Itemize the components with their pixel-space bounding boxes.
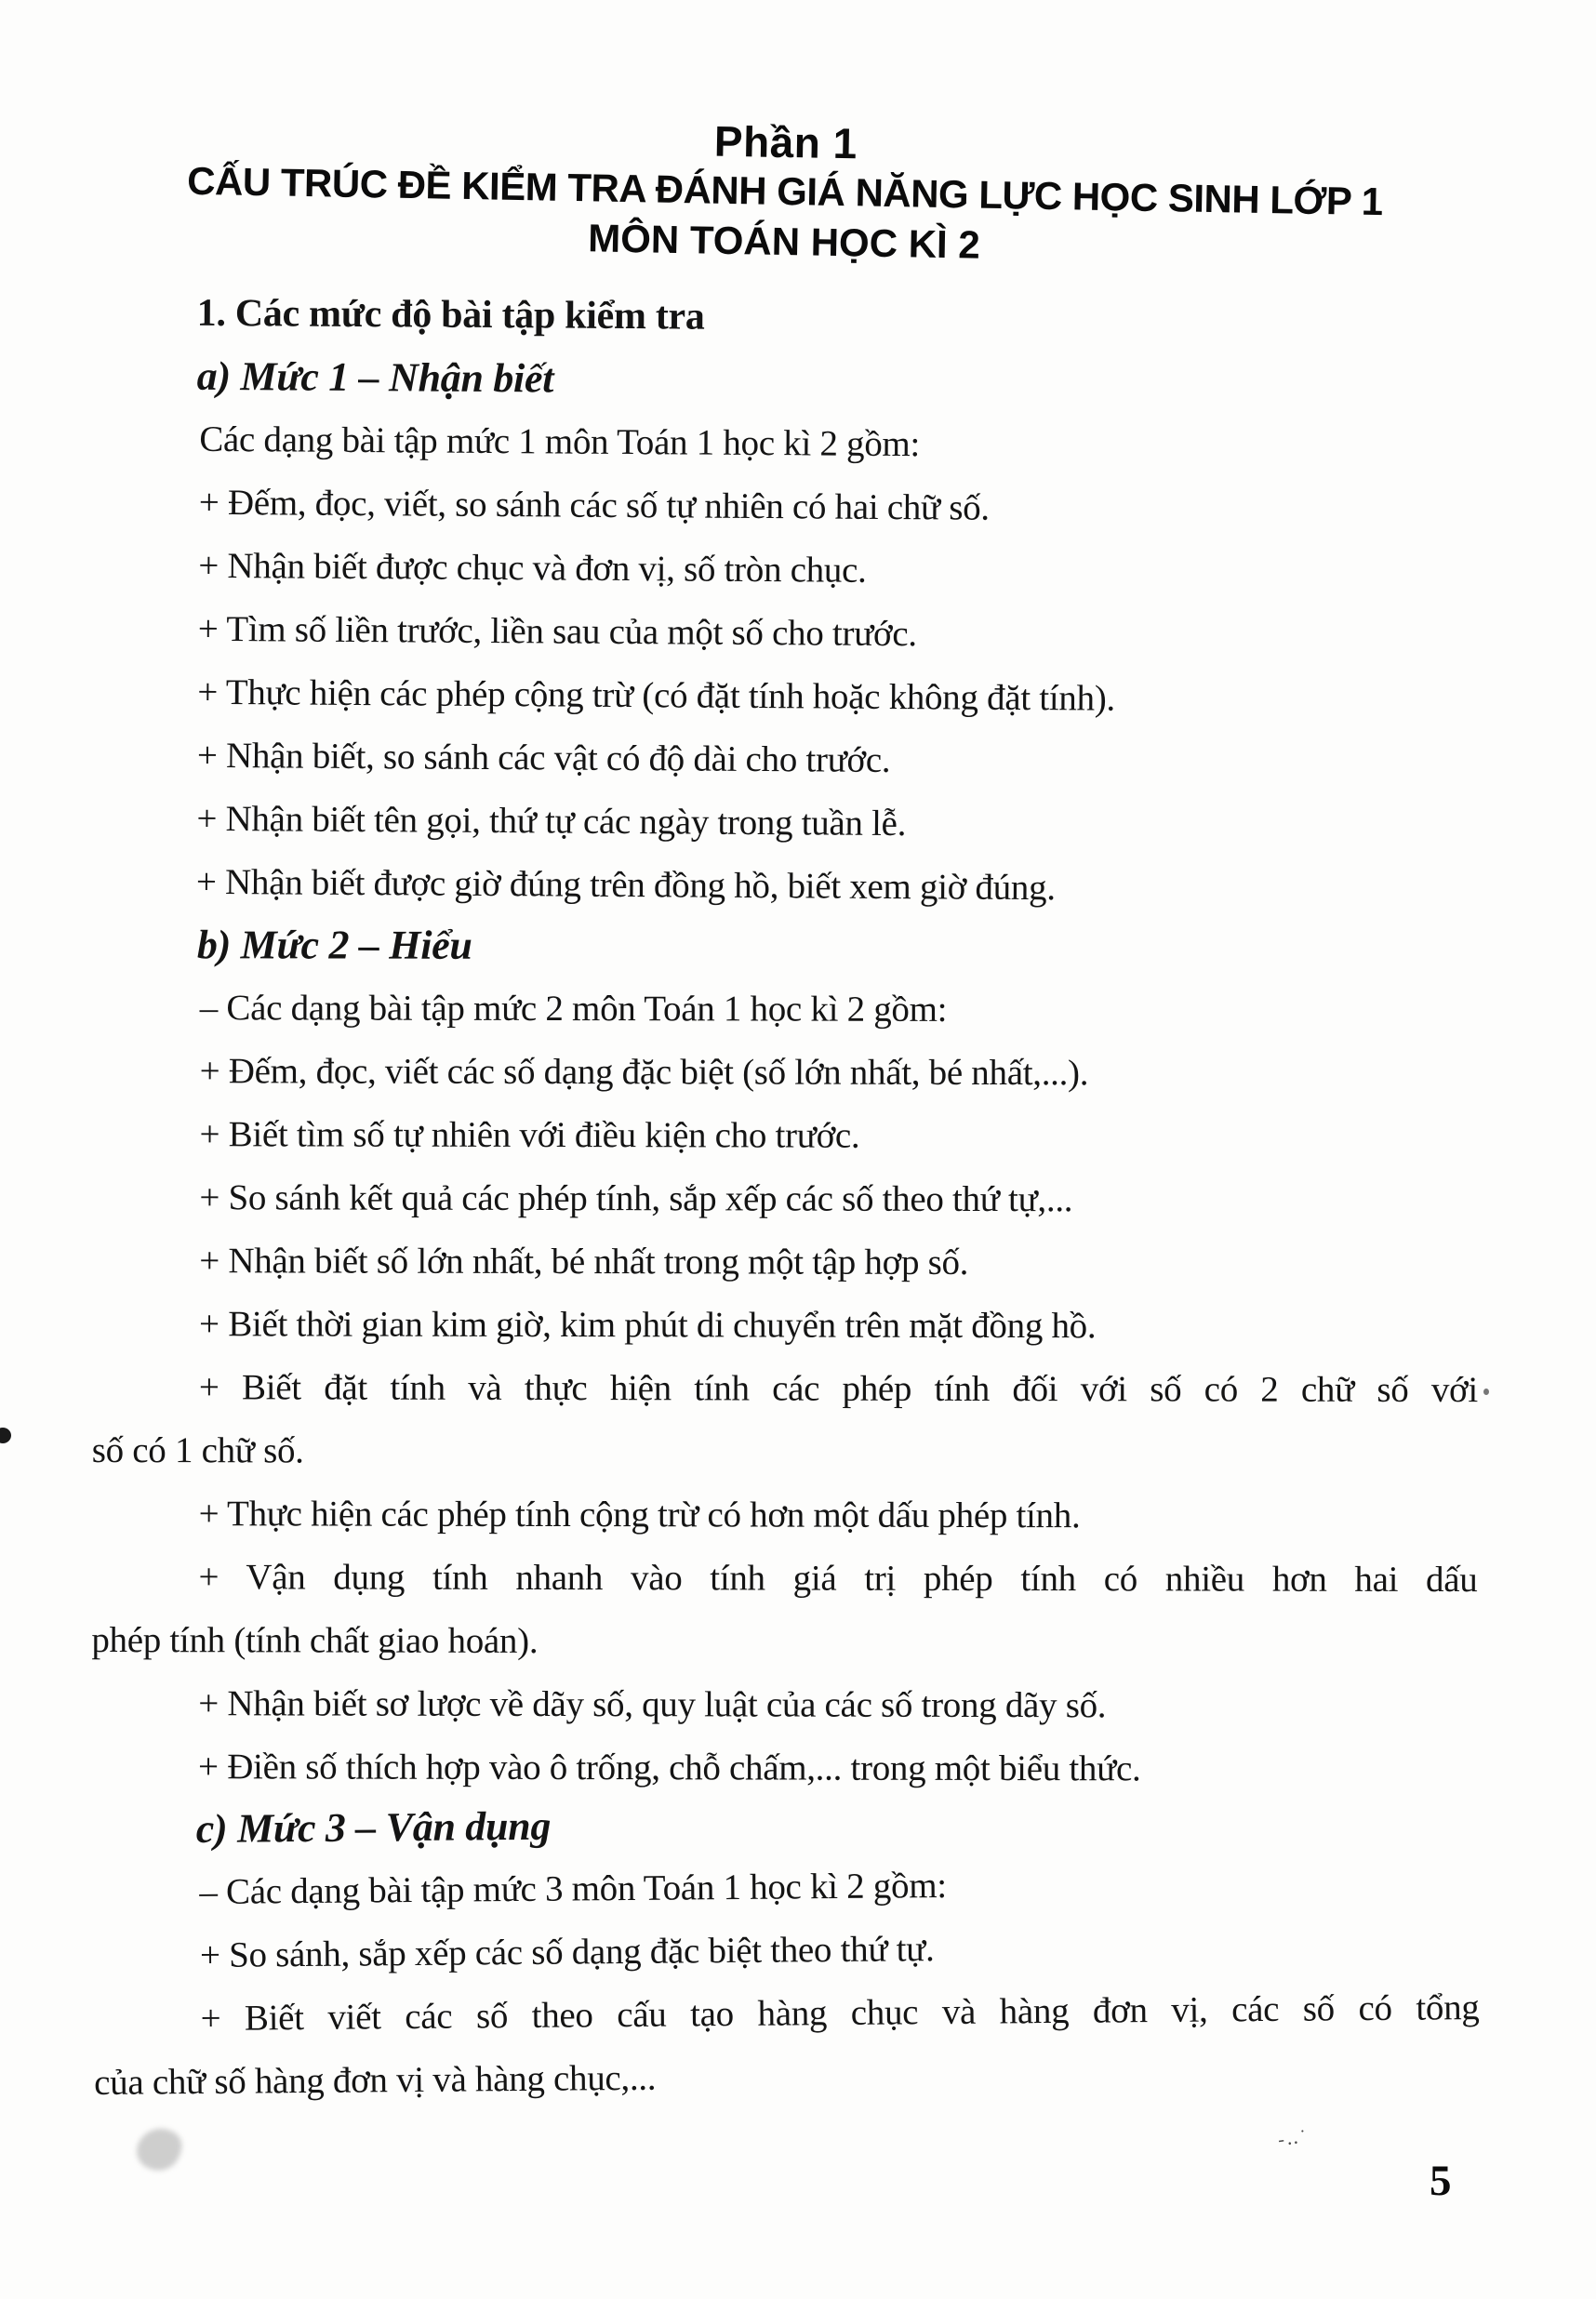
section [89,344,1479,923]
list-item: + Nhận biết được giờ đúng trên đồng hồ, biết xem giờ đúng. [195,861,1056,909]
margin-dot-artifact [0,1428,11,1443]
list-item-line: phép tính (tính chất giao hoán). [91,1619,539,1662]
list-item: + Nhận biết sơ lược về dãy số, quy luật của các số trong dãy số. [198,1683,1107,1726]
list-item: + Đếm, đọc, viết, so sánh các số tự nhiên có hai chữ số. [198,482,990,528]
list-item: + So sánh kết quả các phép tính, sắp xếp các số theo thứ tự,... [199,1177,1073,1220]
list-item: + Nhận biết được chục và đơn vị, số tròn chục. [198,545,867,591]
list-item-line: + Vận dụng tính nhanh vào tính giá trị phép tính có nhiều hơn hai dấu [198,1557,1478,1601]
section [91,913,1479,1801]
list-item: + Thực hiện các phép tính cộng trừ có hơn một dấu phép tính. [198,1494,1081,1536]
section-intro: – Các dạng bài tập mức 2 môn Toán 1 học kì 2 gồm: [199,988,948,1030]
list-item: + Nhận biết, so sánh các vật có độ dài cho trước. [196,735,891,780]
body-text [93,281,1479,2115]
pen-speck-artifact: -‥˙ [1276,2125,1310,2151]
document-title-line1: CẤU TRÚC ĐỀ KIỂM TRA ĐÁNH GIÁ NĂNG LỰC HỌC SINH LỚP 1 [186,158,1384,224]
list-item: + Nhận biết số lớn nhất, bé nhất trong một tập hợp số. [199,1241,969,1282]
list-item: + So sánh, sắp xếp các số dạng đặc biệt theo thứ tự. [199,1929,935,1975]
text-column [93,0,1479,2115]
list-item: + Nhận biết tên gọi, thứ tự các ngày trong tuần lễ. [196,798,907,844]
list-item: + Đếm, đọc, viết các số dạng đặc biệt (số lớn nhất, bé nhất,...). [199,1051,1089,1094]
dot-speck-artifact [1483,1389,1489,1395]
section-intro: – Các dạng bài tập mức 3 môn Toán 1 học kì 2 gồm: [199,1865,947,1912]
section-intro: Các dạng bài tập mức 1 môn Toán 1 học kì 2 gồm: [199,419,921,465]
list-item: + Tìm số liền trước, liền sau của một số cho trước. [197,608,917,655]
section [92,1787,1481,2115]
list-item: + Thực hiện các phép cộng trừ (có đặt tính hoặc không đặt tính). [197,671,1116,719]
list-item: + Biết thời gian kim giờ, kim phút di chuyển trên mặt đồng hồ. [199,1304,1097,1347]
sections-container [93,344,1479,2115]
list-item-line: số có 1 chữ số. [91,1429,304,1471]
list-item: + Điền số thích hợp vào ô trống, chỗ chấm,... trong một biểu thức. [198,1747,1141,1789]
list-item-line: + Biết viết các số theo cấu tạo hàng chục và hàng đơn vị, các số có tổng [200,1987,1480,2039]
page-heading-block [91,0,1482,280]
list-item: + Biết tìm số tự nhiên với điều kiện cho trước. [199,1114,860,1156]
list-item-line: + Biết đặt tính và thực hiện tính các phép tính đối với số có 2 chữ số với [198,1367,1478,1411]
section-heading: b) Mức 2 – Hiểu [196,922,472,968]
section-1-heading: 1. Các mức độ bài tập kiểm tra [196,291,705,339]
part-label: Phần 1 [713,116,858,168]
page-number: 5 [1430,2157,1452,2205]
list-item-line: của chữ số hàng đơn vị và hàng chục,... [93,2057,657,2103]
document-title-line2: MÔN TOÁN HỌC KÌ 2 [587,216,981,267]
ink-smudge-artifact [132,2122,187,2177]
section-heading: c) Mức 3 – Vận dụng [195,1802,552,1853]
section-heading: a) Mức 1 – Nhận biết [196,352,554,402]
